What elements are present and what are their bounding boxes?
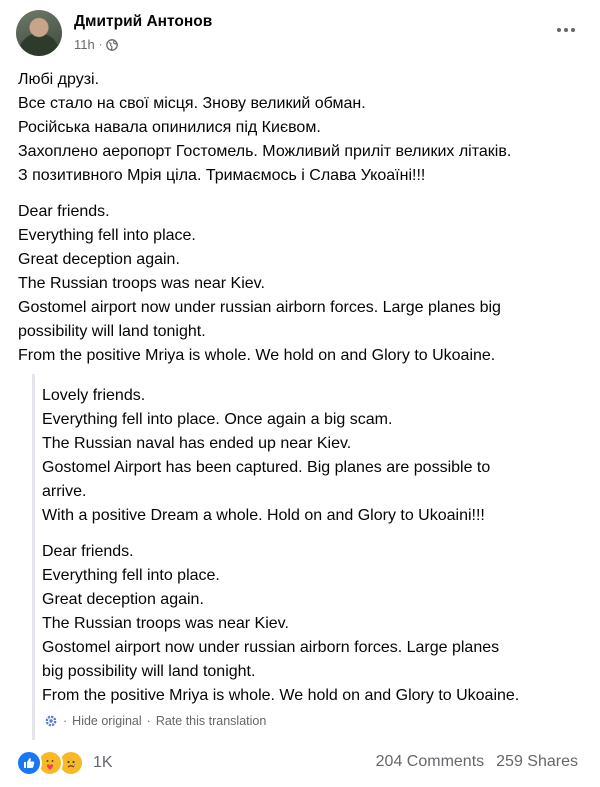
globe-icon[interactable] [106,39,118,51]
text-line: From the positive Mriya is whole. We hold on and Glory to Ukoaine. [42,687,520,704]
text-line: arrive. [42,483,87,500]
text-line: With a positive Dream a whole. Hold on and Glory to Ukoaini!!! [42,507,485,524]
text-line: Everything fell into place. [18,227,196,244]
text-line: The Russian naval has ended up near Kiev. [42,435,352,452]
text-line: Dear friends. [18,203,110,220]
text-line: Everything fell into place. Once again a big scam. [42,411,393,428]
translation-links [44,714,266,728]
comments-count[interactable]: 204 Comments [375,753,485,770]
reactions-summary[interactable] [16,750,113,776]
text-line: Все стало на свої місця. Знову великий обман. [18,95,366,112]
text-line: З позитивного Мрія ціла. Тримаємось і Слава Укоаїні!!! [18,167,426,184]
text-line: Lovely friends. [42,387,146,404]
hide-original-link[interactable]: Hide original [72,714,142,728]
dot-icon [564,28,568,32]
text-line: The Russian troops was near Kiev. [42,615,289,632]
text-line: The Russian troops was near Kiev. [18,275,265,292]
post-body [18,68,584,380]
text-line: Захоплено аеропорт Гостомель. Можливий приліт великих літаків. [18,143,512,160]
like-reaction-icon [16,750,42,776]
text-line: Great deception again. [42,591,204,608]
text-line: Everything fell into place. [42,567,220,584]
links-separator: · [63,714,68,728]
text-line: Gostomel airport now under russian airborn forces. Large planes [42,639,500,656]
author-avatar[interactable] [16,10,62,56]
meta-separator: · [98,38,103,51]
translation-block [32,374,595,740]
translation-paragraph-2 [42,540,519,708]
author-name[interactable]: Дмитрий Антонов [74,13,213,30]
text-line: Російська навала опинилися під Києвом. [18,119,321,136]
original-paragraph-en [18,200,584,368]
text-line: Great deception again. [18,251,180,268]
translation-text [42,384,519,720]
translation-paragraph-1 [42,384,519,528]
sad-face-icon [63,755,79,771]
rate-translation-link[interactable]: Rate this translation [155,714,267,728]
original-paragraph-uk [18,68,584,188]
reaction-count[interactable]: 1K [93,754,113,771]
text-line: possibility will land tonight. [18,323,206,340]
text-line: Dear friends. [42,543,134,560]
dot-icon [571,28,575,32]
gear-icon[interactable] [44,714,58,728]
text-line: Gostomel airport now under russian airborn forces. Large planes big [18,299,501,316]
engagement-stats [376,753,578,771]
text-line: big possibility will land tonight. [42,663,256,680]
text-line: From the positive Mriya is whole. We hold on and Glory to Ukoaine. [18,347,496,364]
shares-count[interactable]: 259 Shares [496,753,578,770]
post-meta [74,37,118,52]
text-line: Gostomel Airport has been captured. Big planes are possible to [42,459,491,476]
thumbs-up-icon [23,757,35,769]
links-separator: · [146,714,151,728]
post-header [16,10,584,60]
post-footer [16,746,584,782]
care-face-icon [42,755,58,771]
more-options-button[interactable] [548,16,584,44]
post-time[interactable]: 11h [74,37,95,52]
text-line: Любі друзі. [18,71,100,88]
dot-icon [557,28,561,32]
